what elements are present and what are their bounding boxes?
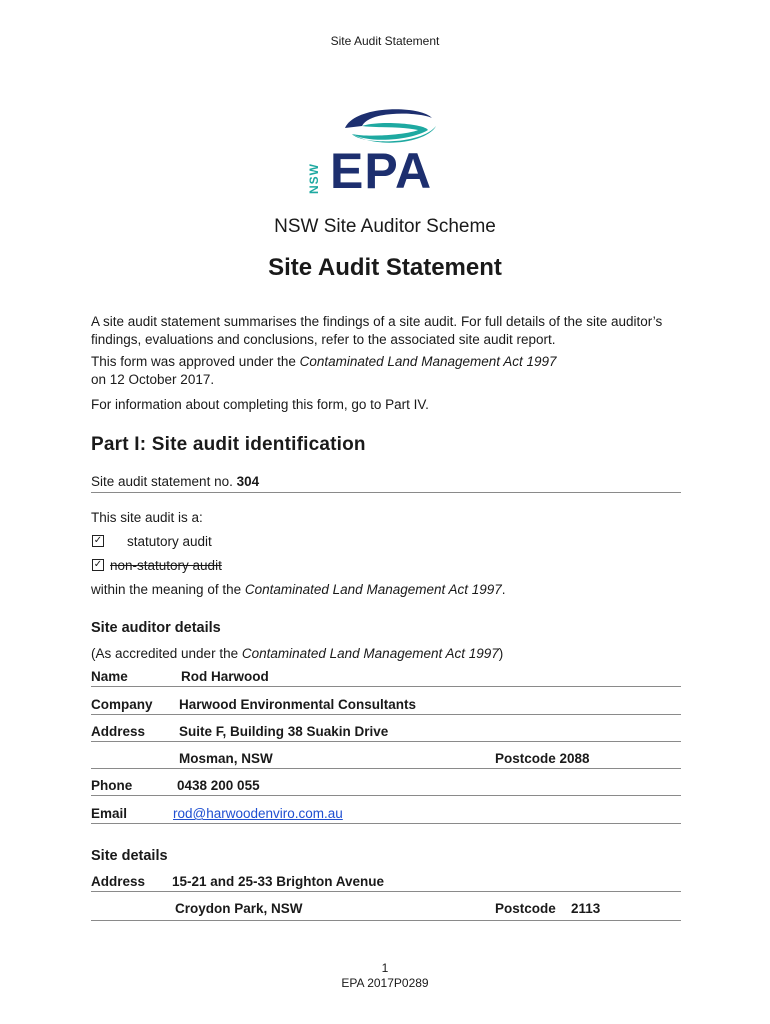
approval-prefix: This form was approved under the bbox=[91, 354, 300, 369]
site-address-line1: 15-21 and 25-33 Brighton Avenue bbox=[172, 874, 385, 889]
note-suffix: ) bbox=[498, 646, 504, 661]
divider bbox=[91, 492, 681, 493]
page-header-title: Site Audit Statement bbox=[330, 34, 440, 48]
auditor-details-heading: Site auditor details bbox=[91, 620, 221, 636]
auditor-address-line1: Suite F, Building 38 Suakin Drive bbox=[179, 724, 389, 739]
approval-paragraph bbox=[91, 353, 681, 389]
site-details-heading: Site details bbox=[91, 848, 168, 864]
auditor-phone: 0438 200 055 bbox=[177, 778, 260, 793]
company-label: Company bbox=[91, 697, 153, 712]
auditor-address-line2: Mosman, NSW bbox=[179, 751, 273, 766]
intro-paragraph: A site audit statement summarises the findings of a site audit. For full details of the site auditor’s findings, evaluations and conclusions, refer to the associated site audit report. bbox=[91, 314, 663, 347]
statement-number-line bbox=[91, 473, 681, 491]
note-prefix: (As accredited under the bbox=[91, 646, 242, 661]
non-statutory-audit-label: non-statutory audit bbox=[110, 558, 222, 573]
note-act: Contaminated Land Management Act 1997 bbox=[241, 646, 499, 661]
auditor-email-link[interactable]: rod@harwoodenviro.com.au bbox=[173, 806, 343, 821]
statement-number: 304 bbox=[236, 474, 260, 489]
statement-number-label: Site audit statement no. bbox=[91, 474, 237, 489]
auditor-name: Rod Harwood bbox=[181, 669, 269, 684]
site-address-label: Address bbox=[91, 874, 146, 889]
info-paragraph: For information about completing this form, go to Part IV. bbox=[91, 397, 429, 412]
non-statutory-audit-checkbox[interactable]: ✓ bbox=[93, 559, 103, 570]
page-number: 1 bbox=[381, 961, 389, 975]
logo-epa-text: EPA bbox=[330, 143, 433, 199]
approval-date: on 12 October 2017. bbox=[91, 372, 215, 387]
within-meaning-line bbox=[91, 581, 681, 599]
address-label: Address bbox=[91, 724, 146, 739]
logo-nsw-text: NSW bbox=[307, 163, 321, 194]
auditor-postcode: Postcode 2088 bbox=[495, 751, 590, 766]
divider bbox=[91, 920, 681, 921]
divider bbox=[91, 768, 681, 769]
divider bbox=[91, 795, 681, 796]
logo-side-text-wrap bbox=[305, 150, 325, 196]
name-label: Name bbox=[91, 669, 128, 684]
nsw-epa-logo bbox=[300, 100, 470, 200]
document-title: Site Audit Statement bbox=[268, 254, 502, 281]
statutory-audit-checkbox[interactable]: ✓ bbox=[93, 535, 103, 546]
divider bbox=[91, 891, 681, 892]
divider bbox=[91, 686, 681, 687]
audit-type-prompt: This site audit is a: bbox=[91, 510, 203, 525]
divider bbox=[91, 741, 681, 742]
phone-label: Phone bbox=[91, 778, 133, 793]
statutory-audit-label: statutory audit bbox=[127, 534, 212, 549]
divider bbox=[91, 823, 681, 824]
within-prefix: within the meaning of the bbox=[91, 582, 245, 597]
scheme-name: NSW Site Auditor Scheme bbox=[274, 216, 496, 237]
email-label: Email bbox=[91, 806, 128, 821]
part-one-heading: Part I: Site audit identification bbox=[91, 434, 366, 455]
site-address-line2: Croydon Park, NSW bbox=[175, 901, 303, 916]
divider bbox=[91, 714, 681, 715]
auditor-company: Harwood Environmental Consultants bbox=[179, 697, 417, 712]
act-name: Contaminated Land Management Act 1997 bbox=[299, 354, 557, 369]
document-code: EPA 2017P0289 bbox=[341, 976, 429, 990]
within-suffix: . bbox=[501, 582, 506, 597]
site-postcode: 2113 bbox=[571, 901, 601, 916]
within-act: Contaminated Land Management Act 1997 bbox=[244, 582, 502, 597]
site-postcode-label: Postcode bbox=[495, 901, 556, 916]
accreditation-note bbox=[91, 645, 681, 663]
